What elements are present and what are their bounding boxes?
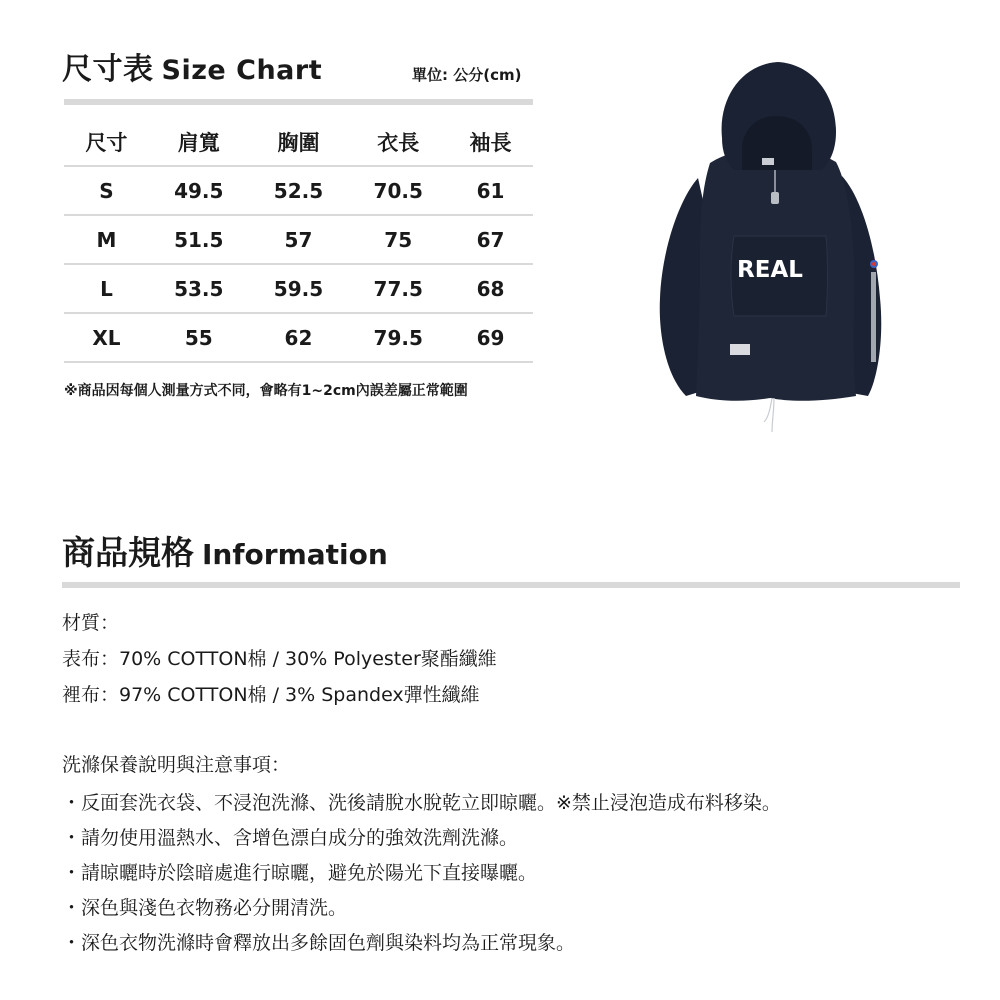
list-item: ・深色與淺色衣物務必分開清洗。	[62, 897, 348, 919]
unit-label: 單位: 公分(cm)	[412, 66, 522, 84]
table-row	[64, 215, 533, 264]
cell-chest: 62	[249, 313, 349, 362]
list-item: ・反面套洗衣袋、不浸泡洗滌、洗後請脫水脫乾立即晾曬。※禁止浸泡造成布料移染。	[62, 792, 781, 814]
material-lining: 裡布：97% COTTON棉 / 3% Spandex彈性纖維	[62, 684, 480, 706]
information-title-en: Information	[202, 538, 388, 571]
real-logo: REAL	[737, 257, 803, 283]
care-instructions-list	[62, 788, 781, 963]
cell-size: M	[64, 215, 149, 264]
table-row	[64, 264, 533, 313]
title-divider	[64, 99, 533, 105]
cell-shoulder: 49.5	[149, 166, 249, 215]
size-table	[64, 118, 533, 363]
header-length: 衣長	[348, 118, 448, 166]
cell-chest: 52.5	[249, 166, 349, 215]
material-label: 材質：	[62, 612, 120, 634]
care-label: 洗滌保養說明與注意事項：	[62, 754, 291, 776]
cell-length: 70.5	[348, 166, 448, 215]
cell-sleeve: 69	[448, 313, 533, 362]
size-chart-title-en: Size Chart	[161, 55, 323, 86]
cell-length: 75	[348, 215, 448, 264]
list-item: ・請勿使用溫熱水、含增色漂白成分的強效洗劑洗滌。	[62, 827, 519, 849]
header-size: 尺寸	[64, 118, 149, 166]
size-chart-title-zh: 尺寸表	[62, 52, 154, 87]
information-title-zh: 商品規格	[62, 533, 194, 572]
cell-chest: 57	[249, 215, 349, 264]
size-table-header	[64, 118, 533, 166]
cell-sleeve: 61	[448, 166, 533, 215]
cell-shoulder: 53.5	[149, 264, 249, 313]
hoodie-product-image	[650, 58, 890, 438]
list-item: ・深色衣物洗滌時會釋放出多餘固色劑與染料均為正常現象。	[62, 932, 576, 954]
cell-size: L	[64, 264, 149, 313]
table-row	[64, 313, 533, 362]
information-divider	[62, 582, 960, 588]
cell-length: 79.5	[348, 313, 448, 362]
cell-size: XL	[64, 313, 149, 362]
table-row	[64, 166, 533, 215]
list-item: ・請晾曬時於陰暗處進行晾曬，避免於陽光下直接曝曬。	[62, 862, 538, 884]
cell-length: 77.5	[348, 264, 448, 313]
cell-sleeve: 67	[448, 215, 533, 264]
cell-shoulder: 51.5	[149, 215, 249, 264]
cell-size: S	[64, 166, 149, 215]
size-chart-title	[62, 44, 322, 88]
information-title	[62, 527, 388, 574]
measurement-note: ※商品因每個人測量方式不同，會略有1~2cm內誤差屬正常範圍	[64, 383, 468, 399]
header-shoulder: 肩寬	[149, 118, 249, 166]
cell-shoulder: 55	[149, 313, 249, 362]
header-sleeve: 袖長	[448, 118, 533, 166]
material-outer: 表布：70% COTTON棉 / 30% Polyester聚酯纖維	[62, 648, 497, 670]
cell-chest: 59.5	[249, 264, 349, 313]
cell-sleeve: 68	[448, 264, 533, 313]
header-chest: 胸圍	[249, 118, 349, 166]
